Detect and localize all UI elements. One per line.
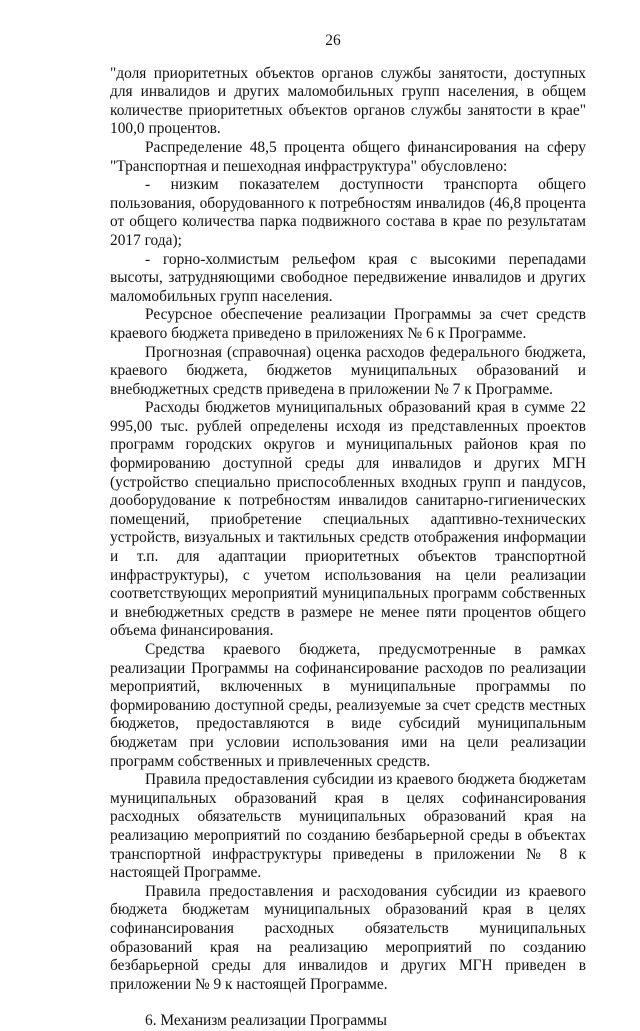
section-heading: 6. Механизм реализации Программы <box>145 1012 387 1030</box>
paragraph: Прогнозная (справочная) оценка расходов федерального бюджета, краевого бюджета, бюджетов муниципальных образований и внебюджетных средств приведена в приложении № 7 к Программе. <box>110 343 586 398</box>
paragraph: Правила предоставления субсидии из краевого бюджета бюджетам муниципальных образований края в целях софинансирования расходных обязательств муниципальных образований края на реализацию мероприятий по созданию безбарьерной среды в объектах транспортной инфраструктуры приведены в приложении № 8 к настоящей Программе. <box>110 771 586 882</box>
paragraph: Правила предоставления и расходования субсидии из краевого бюджета бюджетам муниципальных образований края в целях софинансирования расходных обязательств муниципальных образований края на реализацию мероприятий по созданию безбарьерной среды для инвалидов и других МГН приведен в приложении № 9 к настоящей Программе. <box>110 882 586 993</box>
paragraph: Распределение 48,5 процента общего финансирования на сферу "Транспортная и пешеходная инфраструктура" обусловлено: <box>110 138 586 175</box>
page-number: 26 <box>325 32 341 49</box>
paragraph: Средства краевого бюджета, предусмотренные в рамках реализации Программы на софинансирование расходов по реализации мероприятий, включенных в муниципальные программы по формированию доступной среды, реализуемые за счет средств местных бюджетов, предоставляются в виде субсидий муниципальным бюджетам при условии использования ими на цели реализации программ собственных и привлеченных средств. <box>110 641 586 770</box>
list-item: - горно-холмистым рельефом края с высокими перепадами высоты, затрудняющими свободное передвижение инвалидов и других маломобильных групп населения. <box>110 250 586 305</box>
list-item: - низким показателем доступности транспорта общего пользования, оборудованного к потребностям инвалидов (46,8 процента от общего количества парка подвижного состава в крае по результатам 2017 года); <box>110 176 586 249</box>
paragraph: "доля приоритетных объектов органов службы занятости, доступных для инвалидов и других маломобильных групп населения, в общем количестве приоритетных объектов органов службы занятости в крае" 100,0 процентов. <box>110 64 586 138</box>
paragraph: Расходы бюджетов муниципальных образований края в сумме 22 995,00 тыс. рублей определены исходя из представленных проектов программ городских округов и муниципальных районов края по формированию доступной среды для инвалидов и других МГН (устройство специально приспособленных входных групп и пандусов, дооборудование к потребностям инвалидов санитарно-гигиенических помещений, приобретение специальных адаптивно-технических устройств, визуальных и тактильных средств отображения информации и т.п. для адаптации приоритетных объектов транспортной инфраструктуры), с учетом использования на цели реализации соответствующих мероприятий муниципальных программ собственных и внебюджетных средств в размере не менее пяти процентов общего объема финансирования. <box>110 399 586 640</box>
paragraph: Ресурсное обеспечение реализации Программы за счет средств краевого бюджета приведено в приложениях № 6 к Программе. <box>110 306 586 342</box>
